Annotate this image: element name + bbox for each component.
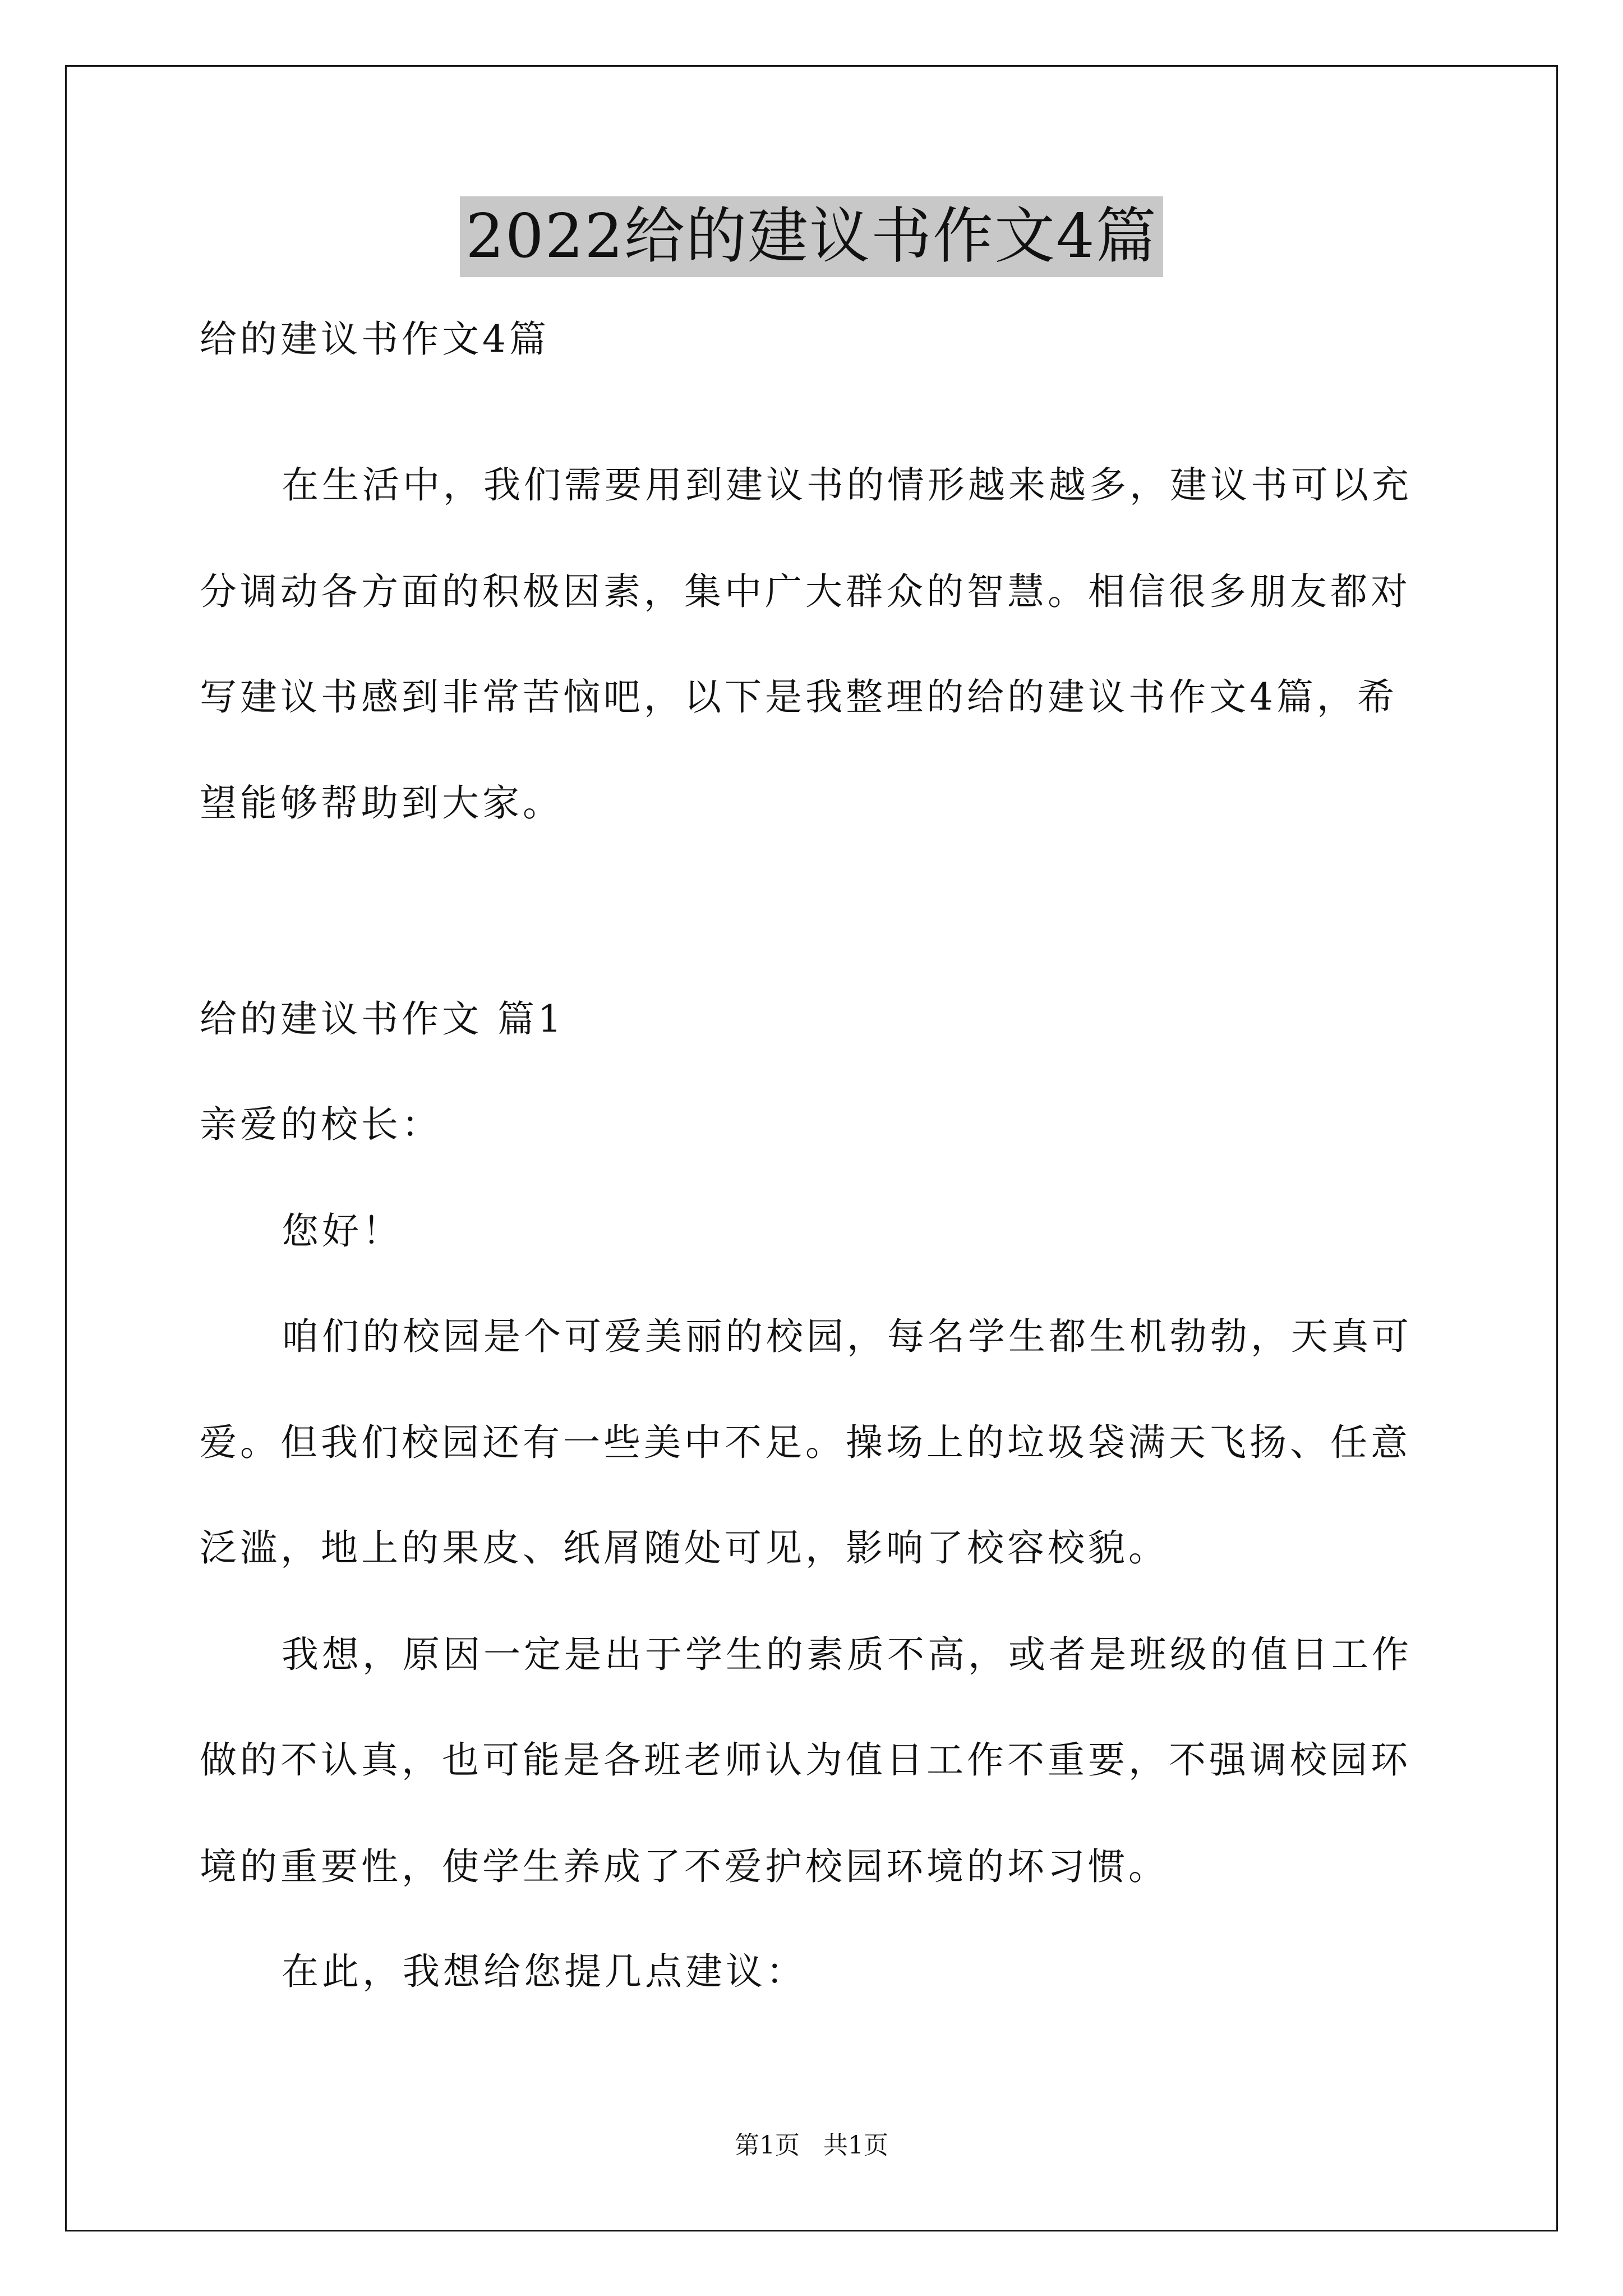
greeting: 您好！ xyxy=(282,1209,403,1253)
paragraph-1-line-2: 爱。但我们校园还有一些美中不足。操场上的垃圾袋满天飞扬、任意 xyxy=(200,1421,1411,1464)
document-subtitle: 给的建议书作文4篇 xyxy=(200,318,550,361)
section-heading: 给的建议书作文 篇1 xyxy=(200,997,565,1041)
paragraph-2-line-1: 我想，原因一定是出于学生的素质不高，或者是班级的值日工作 xyxy=(282,1633,1412,1676)
paragraph-2-line-3: 境的重要性，使学生养成了不爱护校园环境的坏习惯。 xyxy=(200,1845,1169,1888)
page-footer: 第1页 共1页 xyxy=(735,2131,888,2160)
title-container xyxy=(0,196,1623,277)
salutation: 亲爱的校长： xyxy=(200,1103,442,1146)
intro-line-2: 分调动各方面的积极因素，集中广大群众的智慧。相信很多朋友都对 xyxy=(200,570,1411,613)
intro-line-1: 在生活中，我们需要用到建议书的情形越来越多，建议书可以充 xyxy=(282,463,1412,507)
paragraph-2-line-2: 做的不认真，也可能是各班老师认为值日工作不重要，不强调校园环 xyxy=(200,1738,1411,1782)
paragraph-1-line-1: 咱们的校园是个可爱美丽的校园，每名学生都生机勃勃，天真可 xyxy=(282,1315,1412,1358)
paragraph-3: 在此，我想给您提几点建议： xyxy=(282,1950,806,1993)
intro-line-3: 写建议书感到非常苦恼吧，以下是我整理的给的建议书作文4篇，希 xyxy=(200,675,1398,719)
paragraph-1-line-3: 泛滥，地上的果皮、纸屑随处可见，影响了校容校貌。 xyxy=(200,1526,1169,1570)
document-title: 2022给的建议书作文4篇 xyxy=(460,196,1163,277)
intro-line-4: 望能够帮助到大家。 xyxy=(200,781,563,825)
